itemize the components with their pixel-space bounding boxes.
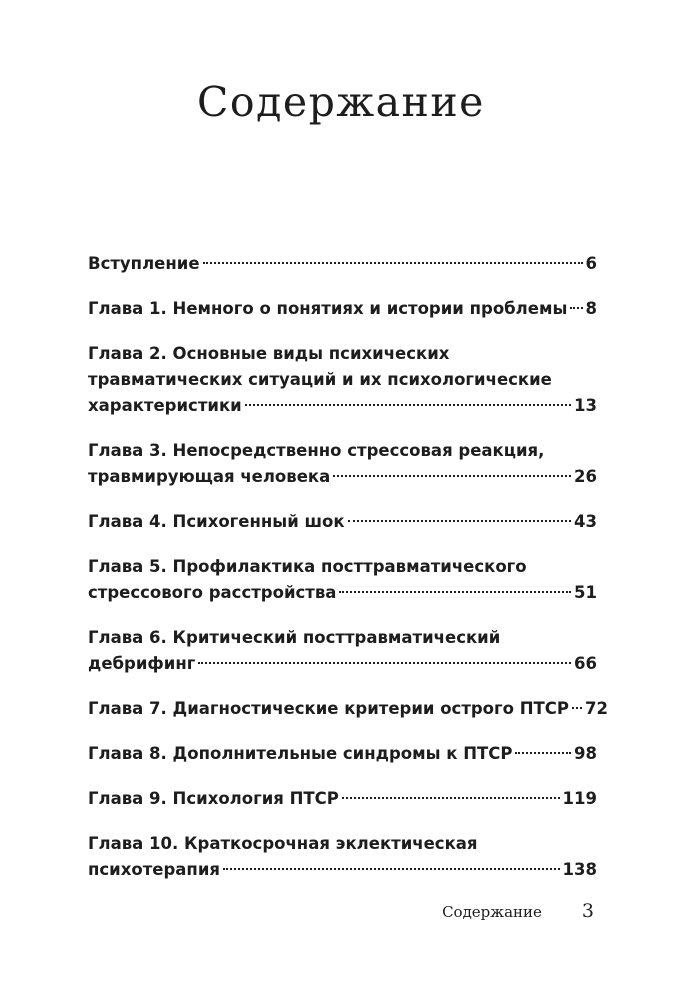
- toc-entry[interactable]: [88, 696, 608, 722]
- toc-page-number: 6: [585, 254, 597, 273]
- toc-entry-line: травматических ситуаций и их психологические: [88, 370, 552, 389]
- toc-dot-leader: [223, 868, 560, 870]
- toc-page-number: 66: [574, 654, 597, 673]
- toc-entry[interactable]: [88, 831, 597, 883]
- toc-entry-line: дебрифинг: [88, 654, 196, 673]
- toc-entry-line: Глава 1. Немного о понятиях и истории проблемы: [88, 299, 568, 318]
- page-title: Содержание: [197, 78, 485, 126]
- toc-entry-last-line: [88, 251, 597, 277]
- toc-entry[interactable]: [88, 786, 597, 812]
- toc-entry-last-line: [88, 857, 597, 883]
- toc-entry-line: Глава 2. Основные виды психических: [88, 344, 450, 363]
- toc-dot-leader: [572, 707, 582, 709]
- toc-entry-last-line: [88, 696, 608, 722]
- toc-page-number: 43: [574, 512, 597, 531]
- toc-dot-leader: [333, 475, 571, 477]
- toc-page-number: 119: [562, 789, 597, 808]
- toc-dot-leader: [570, 307, 582, 309]
- toc-entry-line: психотерапия: [88, 860, 220, 879]
- table-of-contents: [88, 251, 608, 902]
- toc-page-number: 8: [585, 299, 597, 318]
- toc-entry[interactable]: [88, 625, 597, 677]
- toc-entry-last-line: [88, 786, 597, 812]
- toc-dot-leader: [203, 262, 583, 264]
- toc-entry-line: Глава 7. Диагностические критерии острого ПТСР: [88, 699, 569, 718]
- footer-running-title: Содержание: [442, 903, 542, 921]
- toc-entry-last-line: [88, 651, 597, 677]
- toc-entry-line: Вступление: [88, 254, 200, 273]
- toc-entry[interactable]: [88, 509, 597, 535]
- toc-entry[interactable]: [88, 741, 597, 767]
- toc-entry[interactable]: [88, 438, 597, 490]
- toc-entry[interactable]: [88, 341, 597, 419]
- toc-entry-last-line: [88, 580, 597, 606]
- toc-dot-leader: [515, 752, 571, 754]
- toc-entry-line: характеристики: [88, 396, 242, 415]
- toc-dot-leader: [245, 404, 571, 406]
- toc-entry-last-line: [88, 464, 597, 490]
- toc-entry-last-line: [88, 296, 597, 322]
- toc-entry-last-line: [88, 393, 597, 419]
- toc-entry[interactable]: [88, 554, 597, 606]
- toc-entry-line: Глава 10. Краткосрочная эклектическая: [88, 834, 478, 853]
- toc-entry-line: травмирующая человека: [88, 467, 331, 486]
- toc-entry-last-line: [88, 741, 597, 767]
- toc-page-number: 51: [574, 583, 597, 602]
- toc-entry-line: Глава 8. Дополнительные синдромы к ПТСР: [88, 744, 513, 763]
- page-footer: [442, 900, 594, 922]
- toc-entry[interactable]: [88, 296, 597, 322]
- toc-entry-line: Глава 6. Критический посттравматический: [88, 628, 501, 647]
- toc-page-number: 138: [562, 860, 597, 879]
- footer-page-number: 3: [581, 900, 594, 922]
- toc-page-number: 98: [574, 744, 597, 763]
- toc-page-number: 72: [585, 699, 608, 718]
- toc-entry-line: Глава 9. Психология ПТСР: [88, 789, 339, 808]
- toc-entry-line: Глава 3. Непосредственно стрессовая реакция,: [88, 441, 545, 460]
- toc-entry-line: Глава 4. Психогенный шок: [88, 512, 345, 531]
- toc-entry[interactable]: [88, 251, 597, 277]
- toc-dot-leader: [339, 591, 571, 593]
- toc-page-number: 13: [574, 396, 597, 415]
- toc-entry-line: Глава 5. Профилактика посттравматического: [88, 557, 527, 576]
- toc-dot-leader: [342, 797, 560, 799]
- toc-entry-last-line: [88, 509, 597, 535]
- toc-entry-line: стрессового расстройства: [88, 583, 337, 602]
- toc-dot-leader: [198, 662, 571, 664]
- toc-dot-leader: [348, 520, 571, 522]
- toc-page-number: 26: [574, 467, 597, 486]
